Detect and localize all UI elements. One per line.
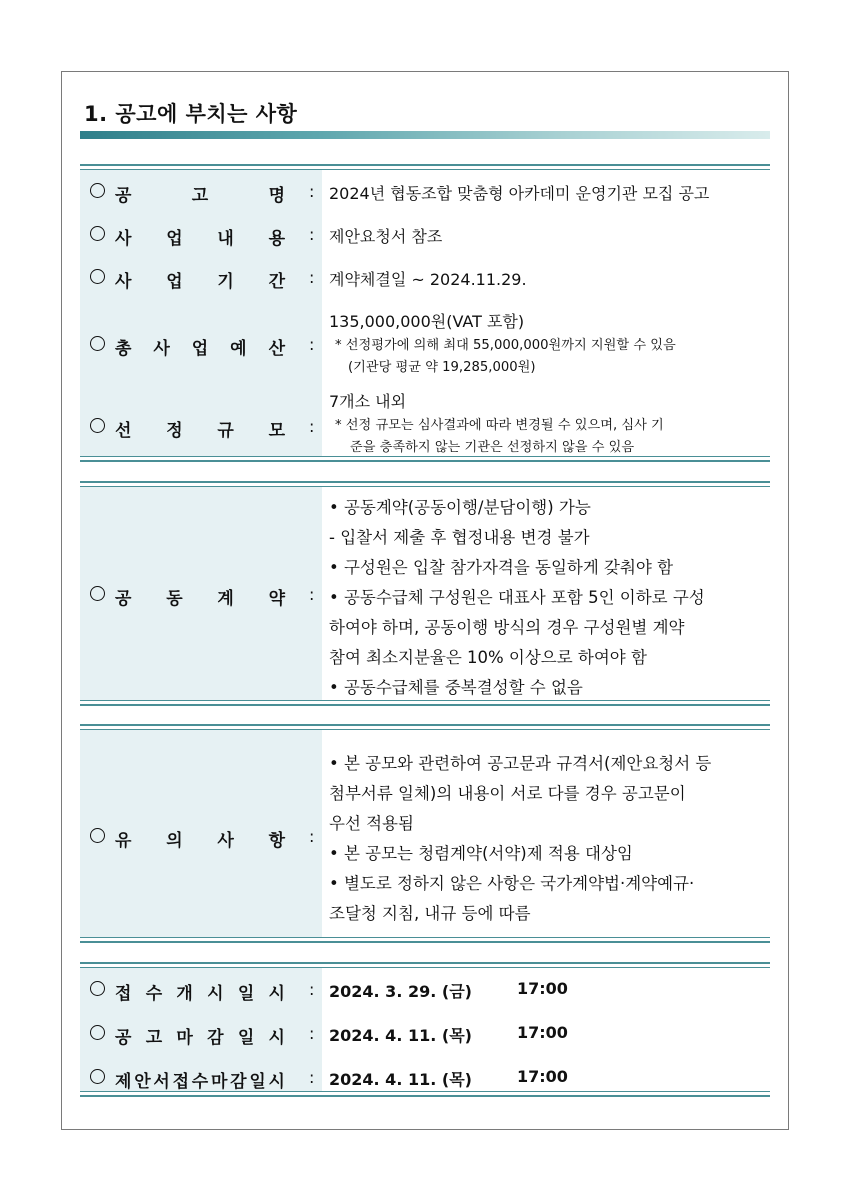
label-char: 기 — [217, 272, 234, 292]
label-char: 공 — [115, 186, 132, 206]
label-char: 수 — [145, 984, 163, 1004]
scale-note-1: * 선정 규모는 심사결과에 따라 변경될 수 있으며, 심사 기 — [335, 418, 664, 433]
label-char: 계 — [217, 589, 234, 609]
label-column — [80, 170, 322, 456]
label-char: 고 — [191, 186, 209, 206]
label-char: 업 — [166, 272, 183, 292]
label-char: 일 — [249, 1072, 266, 1092]
row-label-joint — [90, 584, 285, 609]
label-char: 시 — [268, 1028, 285, 1048]
label-char: 사 — [217, 831, 234, 851]
spread-label — [115, 1023, 285, 1048]
label-char: 예 — [230, 339, 247, 359]
row-value-period: 계약체결일 ~ 2024.11.29. — [329, 270, 527, 289]
schedule-time-proposal: 17:00 — [517, 1067, 568, 1086]
label-char: 일 — [237, 1028, 255, 1048]
circle-bullet-icon — [90, 336, 105, 351]
circle-bullet-icon — [90, 828, 105, 843]
joint-line: • 공동수급체 구성원은 대표사 포함 5인 이하로 구성 — [329, 588, 705, 607]
spread-label — [115, 826, 285, 851]
circle-bullet-icon — [90, 226, 105, 241]
notice-line: • 본 공모와 관련하여 공고문과 규격서(제안요청서 등 — [329, 754, 712, 773]
circle-bullet-icon — [90, 586, 105, 601]
label-char: 개 — [176, 984, 193, 1004]
label-char: 마 — [176, 1028, 193, 1048]
schedule-date-open: 2024. 3. 29. (금) — [329, 982, 472, 1001]
label-char: 시 — [207, 984, 224, 1004]
label-char: 안 — [134, 1072, 151, 1092]
joint-contract-section: 공 동 계 약 : • 공동계약(공동이행/분담이행) 가능 - 입찰서 제출 후 협정내용 변경 불가 • 구성원은 입찰 참가자격을 동일하게 갖춰야 함 • 공동수급체 구성원은 대표사 포함 5인 이하로 구성 하여야 하며, 공동이행 방식의 경우 구성원별 계약 참여 최소지분율은 10% 이상으로 하여야 함 • 공동수급체를 중복결성할 수 없음 — [80, 481, 770, 706]
label-char: 시 — [268, 1072, 285, 1092]
label-char: 의 — [166, 831, 183, 851]
label-char: 사 — [153, 339, 170, 359]
label-char: 마 — [210, 1072, 228, 1092]
label-char: 수 — [191, 1072, 209, 1092]
row-value-scale: 7개소 내외 — [329, 392, 407, 411]
joint-line: • 구성원은 입찰 참가자격을 동일하게 갖춰야 함 — [329, 558, 674, 577]
scale-note-2: 준을 충족하지 않는 기관은 선정하지 않을 수 있음 — [350, 440, 635, 455]
notice-section: 유 의 사 항 : • 본 공모와 관련하여 공고문과 규격서(제안요청서 등 첨부서류 일체)의 내용이 서로 다를 경우 공고문이 우선 적용됨 • 본 공모는 청렴계약(서약)제 적용 대상임 • 별도로 정하지 않은 사항은 국가계약법·계약예규· 조달청 지침, 내규 등에 따름 — [80, 724, 770, 943]
row-value-budget: 135,000,000원(VAT 포함) — [329, 312, 525, 331]
label-char: 시 — [268, 984, 285, 1004]
budget-note-1: * 선정평가에 의해 최대 55,000,000원까지 지원할 수 있음 — [335, 338, 676, 353]
spread-label — [115, 267, 285, 292]
circle-bullet-icon — [90, 269, 105, 284]
label-char: 업 — [166, 229, 183, 249]
label-char: 일 — [237, 984, 255, 1004]
row-label-open — [90, 979, 285, 1004]
circle-bullet-icon — [90, 981, 105, 996]
notice-line: 첨부서류 일체)의 내용이 서로 다를 경우 공고문이 — [329, 784, 686, 803]
notice-line: 우선 적용됨 — [329, 814, 414, 833]
heading-gradient-bar — [80, 131, 770, 139]
label-char: 접 — [115, 984, 132, 1004]
row-label-scale — [90, 416, 285, 441]
label-char: 유 — [115, 831, 132, 851]
label-char: 모 — [268, 421, 285, 441]
label-char: 공 — [115, 1028, 132, 1048]
label-char: 선 — [115, 421, 132, 441]
notice-line: • 별도로 정하지 않은 사항은 국가계약법·계약예규· — [329, 874, 695, 893]
row-label-proposal — [90, 1067, 285, 1092]
label-char: 항 — [268, 831, 285, 851]
label-char: 약 — [268, 589, 285, 609]
label-char: 감 — [230, 1072, 247, 1092]
joint-line: • 공동계약(공동이행/분담이행) 가능 — [329, 498, 591, 517]
label-char: 접 — [172, 1072, 189, 1092]
row-value-content: 제안요청서 참조 — [329, 227, 443, 246]
label-char: 간 — [268, 272, 285, 292]
row-label-budget — [90, 334, 285, 359]
row-label-period — [90, 267, 285, 292]
schedule-time-close: 17:00 — [517, 1023, 568, 1042]
label-char: 서 — [153, 1072, 170, 1092]
budget-note-2: (기관당 평균 약 19,285,000원) — [348, 360, 536, 375]
label-char: 용 — [268, 229, 285, 249]
spread-label — [115, 979, 285, 1004]
label-char: 감 — [207, 1028, 224, 1048]
spread-label — [115, 584, 285, 609]
label-char: 산 — [268, 339, 285, 359]
joint-line: • 공동수급체를 중복결성할 수 없음 — [329, 678, 583, 697]
section-heading: 1. 공고에 부치는 사항 — [84, 102, 298, 126]
schedule-section: 접 수 개 시 일 시 : 2024. 3. 29. (금) 17:00 공 고 마 감 일 시 : 2024. 4. 11. (목) 17:00 제 안 서 접 수 마 감 일 시 : 2024. 4. 11. (목) 17:00 — [80, 962, 770, 1097]
row-label-close — [90, 1023, 285, 1048]
joint-line: 참여 최소지분율은 10% 이상으로 하여야 함 — [329, 648, 647, 667]
schedule-date-proposal: 2024. 4. 11. (목) — [329, 1070, 472, 1089]
row-label-title — [90, 181, 285, 206]
joint-line: - 입찰서 제출 후 협정내용 변경 불가 — [329, 528, 590, 547]
spread-label — [115, 416, 285, 441]
label-char: 사 — [115, 272, 132, 292]
label-char: 업 — [191, 339, 209, 359]
row-value-title: 2024년 협동조합 맞춤형 아카데미 운영기관 모집 공고 — [329, 184, 710, 203]
label-char: 공 — [115, 589, 132, 609]
label-char: 고 — [145, 1028, 163, 1048]
spread-label — [115, 1067, 285, 1092]
label-char: 사 — [115, 229, 132, 249]
joint-line: 하여야 하며, 공동이행 방식의 경우 구성원별 계약 — [329, 618, 685, 637]
spread-label — [115, 224, 285, 249]
notice-line: • 본 공모는 청렴계약(서약)제 적용 대상임 — [329, 844, 633, 863]
spread-label — [115, 334, 285, 359]
label-char: 정 — [166, 421, 183, 441]
label-char: 동 — [166, 589, 183, 609]
label-char: 제 — [115, 1072, 132, 1092]
circle-bullet-icon — [90, 183, 105, 198]
label-char: 총 — [115, 339, 132, 359]
circle-bullet-icon — [90, 418, 105, 433]
notice-line: 조달청 지침, 내규 등에 따름 — [329, 904, 531, 923]
label-char: 명 — [268, 186, 285, 206]
row-label-notice — [90, 826, 285, 851]
circle-bullet-icon — [90, 1069, 105, 1084]
spread-label — [115, 181, 285, 206]
schedule-time-open: 17:00 — [517, 979, 568, 998]
circle-bullet-icon — [90, 1025, 105, 1040]
row-label-content — [90, 224, 285, 249]
schedule-date-close: 2024. 4. 11. (목) — [329, 1026, 472, 1045]
label-char: 내 — [217, 229, 234, 249]
overview-section: 공 고 명 : 2024년 협동조합 맞춤형 아카데미 운영기관 모집 공고 사 업 내 용 : 제안요청서 참조 사 업 기 간 : 계약체결일 ~ 2024.11.29. 총 사 업 예 산 : 135,000,000원(VAT 포함) * 선정평가에 의해 최대 55,000,000원까지 지원할 수 있음 (기관당 평균 약 19,285,000원) 선 정 규 모 : 7개소 내외 * 선정 규모는 심사결과에 따라 변경될 수 있으며, 심사 기 준을 충족하지 않는 기관은 선정하지 않을 수 있음 — [80, 164, 770, 462]
label-char: 규 — [217, 421, 234, 441]
